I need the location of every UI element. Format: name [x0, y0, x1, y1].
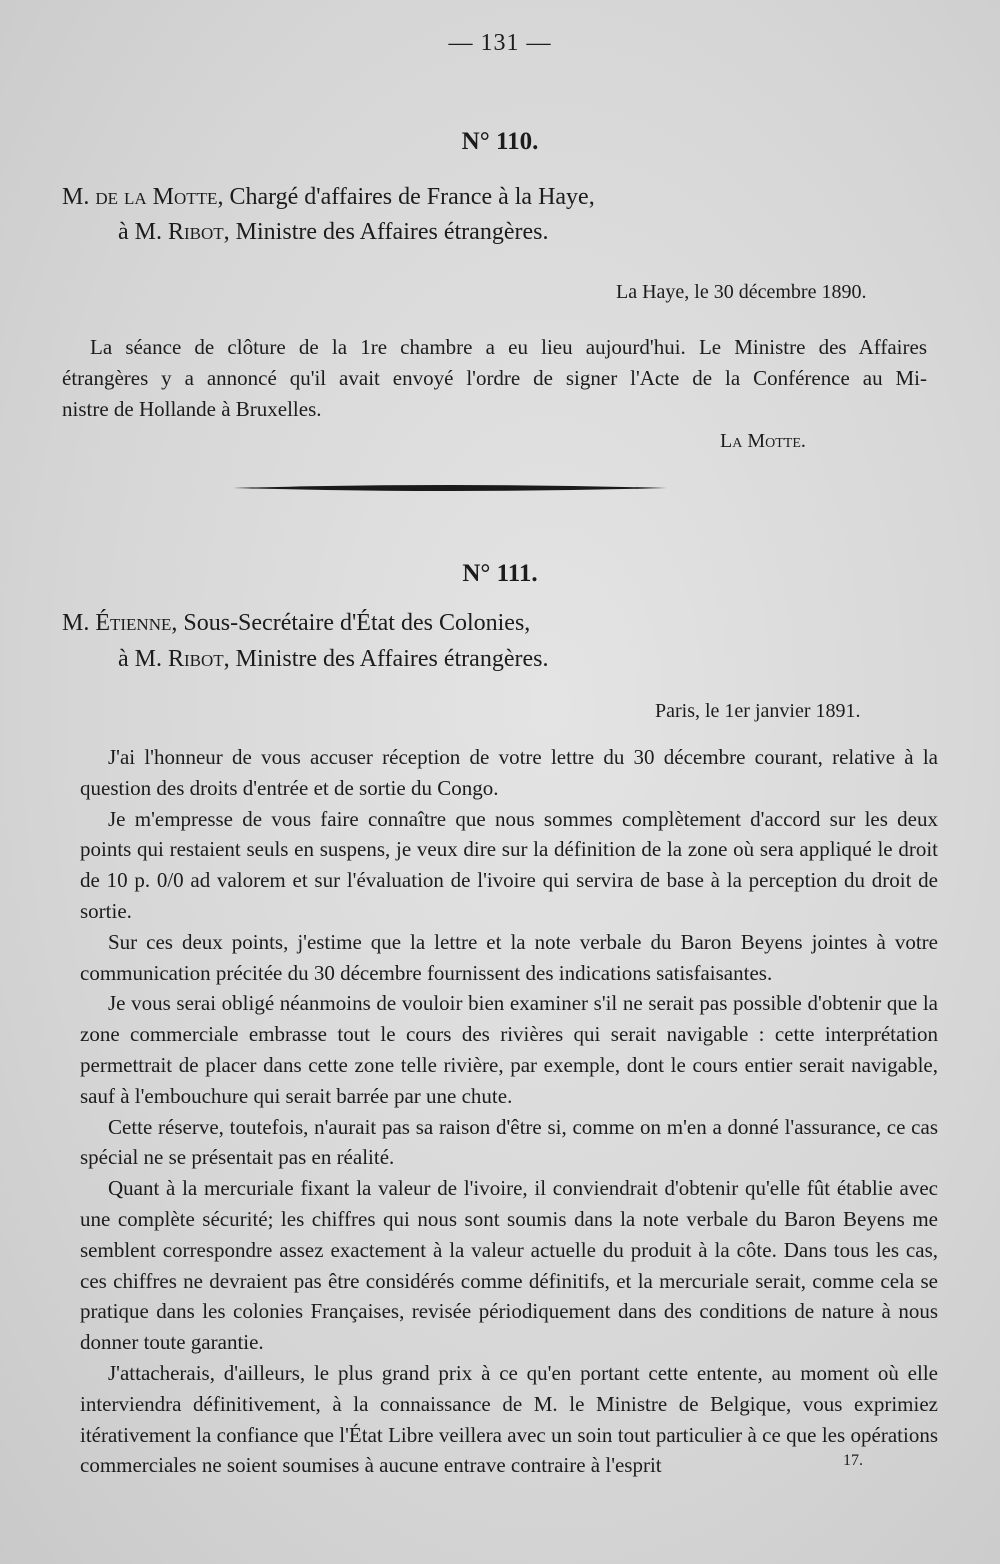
doc-111-recipient-name: Ribot — [168, 646, 224, 672]
paragraph: J'ai l'honneur de vous accuser réception de votre lettre du 30 décembre courant, relative à la question des droits d'entrée et de sortie du Congo. — [80, 745, 938, 800]
paragraph: Cette réserve, toutefois, n'aurait pas sa raison d'être si, comme on m'en a donné l'assurance, ce cas spécial ne se présentait pas en réalité. — [80, 1114, 938, 1170]
doc-111-sender-title: , Sous-Secrétaire d'État des Colonies, — [171, 610, 531, 636]
doc-111-sender — [62, 607, 530, 639]
doc-110-date: La Haye, le 30 décembre 1890. — [616, 281, 867, 303]
doc-111-number: N° 111. — [462, 560, 538, 587]
doc-111-date: Paris, le 1er janvier 1891. — [655, 700, 861, 722]
paragraph: J'attacherais, d'ailleurs, le plus grand prix à ce qu'en portant cette entente, au moment où elle interviendra définitivement, à la connaissance de M. le Ministre de Belgique, vous exprimiez itérativement la confiance que l'État Libre veillera avec un soin tout particulier à ce que les opérations commerciales ne soient soumises à aucune entrave contraire à l'esprit — [80, 1360, 938, 1478]
doc-110-recipient-name: Ribot — [168, 219, 224, 245]
doc-110-body — [62, 332, 927, 425]
paragraph: Quant à la mercuriale fixant la valeur de l'ivoire, il conviendrait d'obtenir qu'elle fût établie avec une complète sécurité; les chiffres qui nous sont soumis dans la note verbale du Baron Beyens me semblent correspondre assez exactement à la valeur actuelle du produit à la côte. Dans tous les cas, ces chiffres ne devraient pas être considérés comme définitifs, et la mercuriale serait, comme cela se pratique dans les colonies Françaises, revisée périodiquement dans des conditions de nature à nous donner toute garantie. — [80, 1176, 938, 1355]
doc-110-line-3: nistre de Hollande à Bruxelles. — [62, 397, 322, 421]
doc-110-recipient — [118, 216, 548, 248]
doc-110-signature: La Motte. — [720, 430, 806, 452]
page-number: — 131 — — [448, 30, 552, 56]
paragraph: Je vous serai obligé néanmoins de vouloir bien examiner s'il ne serait pas possible d'obtenir que la zone commerciale embrasse tout le cours des rivières qui serait navigable : cette interprétation permettrait de placer dans cette zone telle rivière, par exemple, dont le cours entier serait navigable, sauf à l'embouchure qui serait barrée par une chute. — [80, 991, 938, 1108]
doc-111-recipient — [118, 643, 548, 675]
doc-111-body — [80, 742, 938, 1481]
doc-111-recipient-title: , Ministre des Affaires étrangères. — [223, 646, 549, 672]
signature-mark: 17. — [843, 1452, 863, 1469]
doc-110-recipient-title: , Ministre des Affaires étrangères. — [223, 219, 549, 245]
doc-110-sender-name: M. de la Motte — [62, 184, 218, 210]
doc-110-sender-title: , Chargé d'affaires de France à la Haye, — [217, 184, 595, 210]
paragraph: Je m'empresse de vous faire connaître que nous sommes complètement d'accord sur les deux points qui restaient seuls en suspens, je veux dire sur la définition de la zone où sera appliqué le droit de 10 p. 0/0 ad valorem et sur l'évaluation de l'ivoire qui servira de base à la perception du droit de sortie. — [80, 806, 938, 923]
doc-110-line-1: La séance de clôture de la 1re chambre a eu lieu aujourd'hui. Le Ministre des Affaires — [90, 335, 927, 359]
doc-110-sender — [62, 181, 595, 213]
doc-111-recipient-prefix: à M. — [118, 646, 168, 672]
section-divider — [233, 482, 667, 494]
doc-110-recipient-prefix: à M. — [118, 219, 168, 245]
doc-110-line-2: étrangères y a annoncé qu'il avait envoyé l'ordre de signer l'Acte de la Conférence au Mi- — [62, 366, 927, 390]
paragraph: Sur ces deux points, j'estime que la lettre et la note verbale du Baron Beyens jointes à votre communication précitée du 30 décembre fournissent des indications satisfaisantes. — [80, 929, 938, 985]
doc-110-number: N° 110. — [461, 128, 539, 155]
doc-111-sender-name: M. Étienne — [62, 610, 172, 636]
